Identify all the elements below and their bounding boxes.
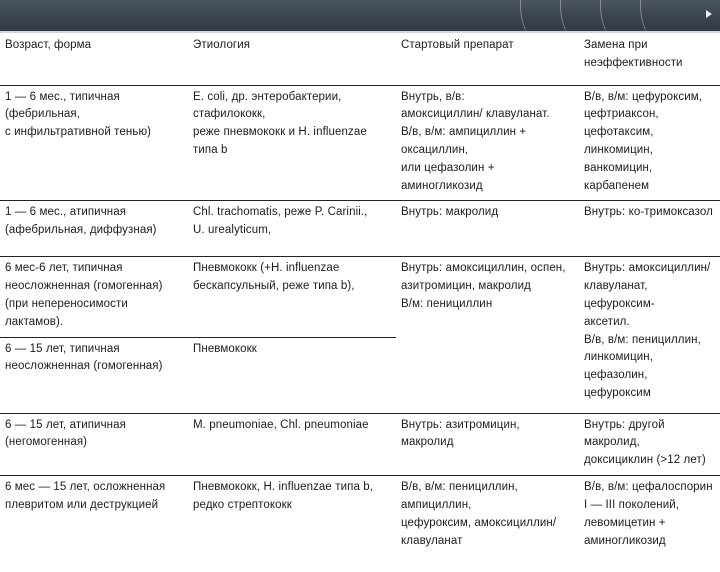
cell-replacement: Внутрь: ко-тримоксазол	[579, 201, 720, 257]
header-age-form: Возраст, форма	[0, 33, 188, 85]
header-replacement: Замена при неэффективности	[579, 33, 720, 85]
slide-title-bar	[0, 0, 720, 31]
pneumonia-treatment-table	[0, 33, 720, 572]
cell-starting-drug: В/в, в/м: пенициллин, ампициллин, цефуроксим, амоксициллин/ клавуланат	[401, 481, 557, 547]
cell-replacement: В/в, в/м: цефалоспорин I — III поколений, левомицетин + аминогликозид	[584, 481, 713, 547]
corner-triangle-icon	[706, 10, 712, 18]
cell-etiology: Пневмококк	[188, 337, 396, 413]
cell-replacement: Внутрь: другой макролид, доксициклин (>12 лет)	[579, 413, 720, 475]
header-etiology: Этиология	[188, 33, 396, 85]
cell-starting-drug: Внутрь: азитромицин, макролид	[396, 413, 579, 475]
cell-etiology: Chl. trachomatis, реже P. Carinii., U. urealyticum,	[188, 201, 396, 257]
cell-age-form: 1 — 6 мес., атипичная (афебрильная, диффузная)	[0, 201, 188, 257]
table-row	[0, 257, 720, 337]
cell-etiology: E. coli, др. энтеробактерии, стафилококк, реже пневмококк и H. influenzae типа b	[188, 85, 396, 201]
cell-starting-drug: Внутрь: амоксициллин, оспен, азитромицин, макролид В/м: пенициллин	[396, 257, 579, 413]
cell-replacement: В/в, в/м: цефуроксим, цефтриаксон, цефотаксим, линкомицин, ванкомицин, карбапенем	[579, 85, 720, 201]
cell-etiology: Пневмококк (+H. influenzae бескапсульный, реже типа b),	[188, 257, 396, 337]
cell-starting-drug: Внутрь, в/в: амоксициллин/ клавуланат. В/в, в/м: ампициллин + оксациллин, или цефазолин + аминогликозид	[396, 85, 579, 201]
cell-age-form: 6 мес-6 лет, типичная неосложненная (гомогенная) (при непереносимости лактамов).	[0, 257, 188, 337]
table-row	[0, 201, 720, 257]
cell-age-form: 6 — 15 лет, атипичная (негомогенная)	[0, 413, 188, 475]
cell-starting-drug: Внутрь: макролид	[396, 201, 579, 257]
cell-age-form: 6 — 15 лет, типичная неосложненная (гомогенная)	[0, 337, 188, 413]
treatment-table-container	[0, 33, 720, 547]
table-row	[0, 413, 720, 475]
cell-age-form: 6 мес — 15 лет, осложненная плевритом или деструкцией	[5, 481, 166, 511]
cell-etiology: Пневмококк, H. influenzae типа b, редко стрептококк	[193, 481, 374, 511]
table-row	[0, 476, 720, 572]
cell-etiology: M. pneumoniae, Chl. pneumoniae	[188, 413, 396, 475]
table-header-row	[0, 33, 720, 85]
cell-replacement: Внутрь: амоксициллин/ клавуланат, цефуроксим- аксетил. В/в, в/м: пенициллин, линкомицин, цефазолин, цефуроксим	[579, 257, 720, 413]
header-starting-drug: Стартовый препарат	[396, 33, 579, 85]
cell-age-form: 1 — 6 мес., типичная (фебрильная, с инфильтративной тенью)	[0, 85, 188, 201]
table-row	[0, 85, 720, 201]
